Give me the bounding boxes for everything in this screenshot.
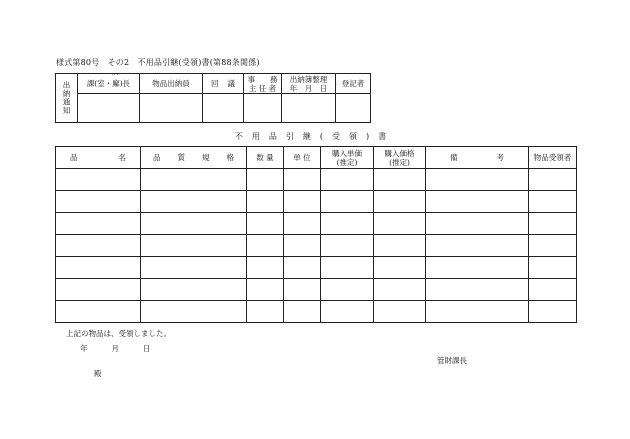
quality-spec-header: [141, 147, 247, 169]
quality-spec-cell[interactable]: [141, 169, 247, 191]
quantity-cell[interactable]: [247, 213, 284, 235]
item-name-cell[interactable]: [56, 191, 141, 213]
unit-price-header-line1: 購入単価: [332, 148, 362, 158]
addressee-suffix: 殿: [94, 369, 102, 378]
date-day-label: 日: [143, 344, 151, 353]
property-officer-header: 物品出納員: [140, 74, 203, 94]
circulation-header: [203, 74, 244, 94]
item-name-cell[interactable]: [56, 235, 141, 257]
clerk-header: [244, 74, 282, 94]
circulation-stamp-cell[interactable]: [203, 94, 244, 123]
remarks-char-2: 考: [496, 153, 504, 162]
quality-spec-cell[interactable]: [141, 235, 247, 257]
notice-side-label-cell: [56, 74, 78, 123]
clerk-stamp-cell[interactable]: [244, 94, 282, 123]
table-row: [56, 257, 577, 279]
receipt-statement: 上記の物品は、受領しました。: [66, 329, 171, 338]
receiver-cell[interactable]: [529, 191, 577, 213]
unit-price-cell[interactable]: [321, 257, 374, 279]
form-title: 様式第80号 その2 不用品引継(受領)書(第88条関係): [56, 58, 260, 67]
division-chief-header: [78, 74, 140, 94]
unit-price-cell[interactable]: [321, 191, 374, 213]
receiver-cell[interactable]: [529, 235, 577, 257]
price-header-line2: (推定): [389, 157, 410, 167]
receiver-header: 物品受領者: [529, 147, 577, 169]
table-row: [56, 191, 577, 213]
table-row: [56, 213, 577, 235]
quality-spec-cell[interactable]: [141, 213, 247, 235]
division-chief-prefix: 課(室・: [86, 79, 113, 88]
price-cell[interactable]: [374, 235, 426, 257]
receiver-cell[interactable]: [529, 301, 577, 323]
quality-spec-cell[interactable]: [141, 257, 247, 279]
receiver-cell[interactable]: [529, 257, 577, 279]
quantity-cell[interactable]: [247, 169, 284, 191]
item-name-cell[interactable]: [56, 213, 141, 235]
remarks-cell[interactable]: [426, 191, 529, 213]
table-row: [56, 169, 577, 191]
quantity-header: 数 量: [247, 147, 284, 169]
price-cell[interactable]: [374, 169, 426, 191]
remarks-cell[interactable]: [426, 213, 529, 235]
receipt-date: [80, 343, 151, 354]
clerk-header-line1: 事 務: [247, 74, 278, 84]
date-month-label: 月: [111, 344, 119, 353]
quantity-cell[interactable]: [247, 191, 284, 213]
receiver-cell[interactable]: [529, 213, 577, 235]
item-name-header: [56, 147, 141, 169]
price-header: [374, 147, 426, 169]
disbursement-notice-table: [55, 73, 371, 123]
ledger-header-line2: 年 月 日: [289, 83, 328, 93]
date-year-label: 年: [80, 344, 88, 353]
division-kanji-with-ruby: [112, 73, 120, 89]
table-row: [56, 235, 577, 257]
quantity-cell[interactable]: [247, 301, 284, 323]
unit-price-cell[interactable]: [321, 213, 374, 235]
division-ruby: かい: [112, 73, 120, 76]
receiver-cell[interactable]: [529, 169, 577, 191]
signer-title: 管財課長: [437, 356, 467, 365]
registrar-stamp-cell[interactable]: [336, 94, 371, 123]
unit-cell[interactable]: [284, 191, 321, 213]
remarks-header: [426, 147, 529, 169]
unit-price-cell[interactable]: [321, 169, 374, 191]
ledger-date-cell[interactable]: [282, 94, 336, 123]
unit-price-cell[interactable]: [321, 235, 374, 257]
unit-cell[interactable]: [284, 257, 321, 279]
item-name-cell[interactable]: [56, 279, 141, 301]
division-chief-stamp-cell[interactable]: [78, 94, 140, 123]
remarks-cell[interactable]: [426, 301, 529, 323]
notice-side-label: 出納通知: [62, 81, 71, 115]
unit-header: 単 位: [284, 147, 321, 169]
circulation-char-2: 議: [227, 79, 235, 88]
quality-char-2: 質: [177, 153, 185, 162]
remarks-char-1: 備: [450, 153, 458, 162]
price-cell[interactable]: [374, 213, 426, 235]
item-name-cell[interactable]: [56, 301, 141, 323]
unit-price-cell[interactable]: [321, 279, 374, 301]
ledger-header-line1: 出納簿整理: [289, 74, 328, 84]
circulation-char-1: 回: [211, 79, 219, 88]
document-title: 不用品引継(受領)書: [234, 132, 396, 141]
registrar-header: 登記者: [336, 74, 371, 94]
remarks-cell[interactable]: [426, 279, 529, 301]
quality-char-4: 格: [226, 153, 234, 162]
unit-cell[interactable]: [284, 235, 321, 257]
table-row: [56, 279, 577, 301]
quality-spec-cell[interactable]: [141, 191, 247, 213]
unit-price-header: [321, 147, 374, 169]
item-name-cell[interactable]: [56, 169, 141, 191]
clerk-header-line2: 主 任 者: [248, 83, 277, 93]
quality-char-3: 規: [202, 153, 210, 162]
table-row: [56, 301, 577, 323]
price-cell[interactable]: [374, 257, 426, 279]
unit-cell[interactable]: [284, 279, 321, 301]
unit-cell[interactable]: [284, 169, 321, 191]
unit-price-cell[interactable]: [321, 301, 374, 323]
division-chief-suffix: )長: [119, 79, 131, 88]
division-kanji: 廨: [112, 79, 120, 88]
quantity-cell[interactable]: [247, 279, 284, 301]
item-name-char-2: 名: [118, 153, 126, 162]
price-header-line1: 購入価格: [384, 148, 415, 158]
remarks-cell[interactable]: [426, 257, 529, 279]
quantity-cell[interactable]: [247, 257, 284, 279]
unit-cell[interactable]: [284, 213, 321, 235]
item-name-char-1: 品: [70, 153, 78, 162]
receiver-cell[interactable]: [529, 279, 577, 301]
item-name-cell[interactable]: [56, 257, 141, 279]
quantity-cell[interactable]: [247, 235, 284, 257]
remarks-cell[interactable]: [426, 169, 529, 191]
items-table: [55, 146, 577, 323]
ledger-header: [282, 74, 336, 94]
property-officer-stamp-cell[interactable]: [140, 94, 203, 123]
remarks-cell[interactable]: [426, 235, 529, 257]
quality-spec-cell[interactable]: [141, 301, 247, 323]
unit-cell[interactable]: [284, 301, 321, 323]
quality-spec-cell[interactable]: [141, 279, 247, 301]
price-cell[interactable]: [374, 301, 426, 323]
unit-price-header-line2: (推定): [336, 157, 358, 167]
price-cell[interactable]: [374, 279, 426, 301]
price-cell[interactable]: [374, 191, 426, 213]
quality-char-1: 品: [153, 153, 161, 162]
